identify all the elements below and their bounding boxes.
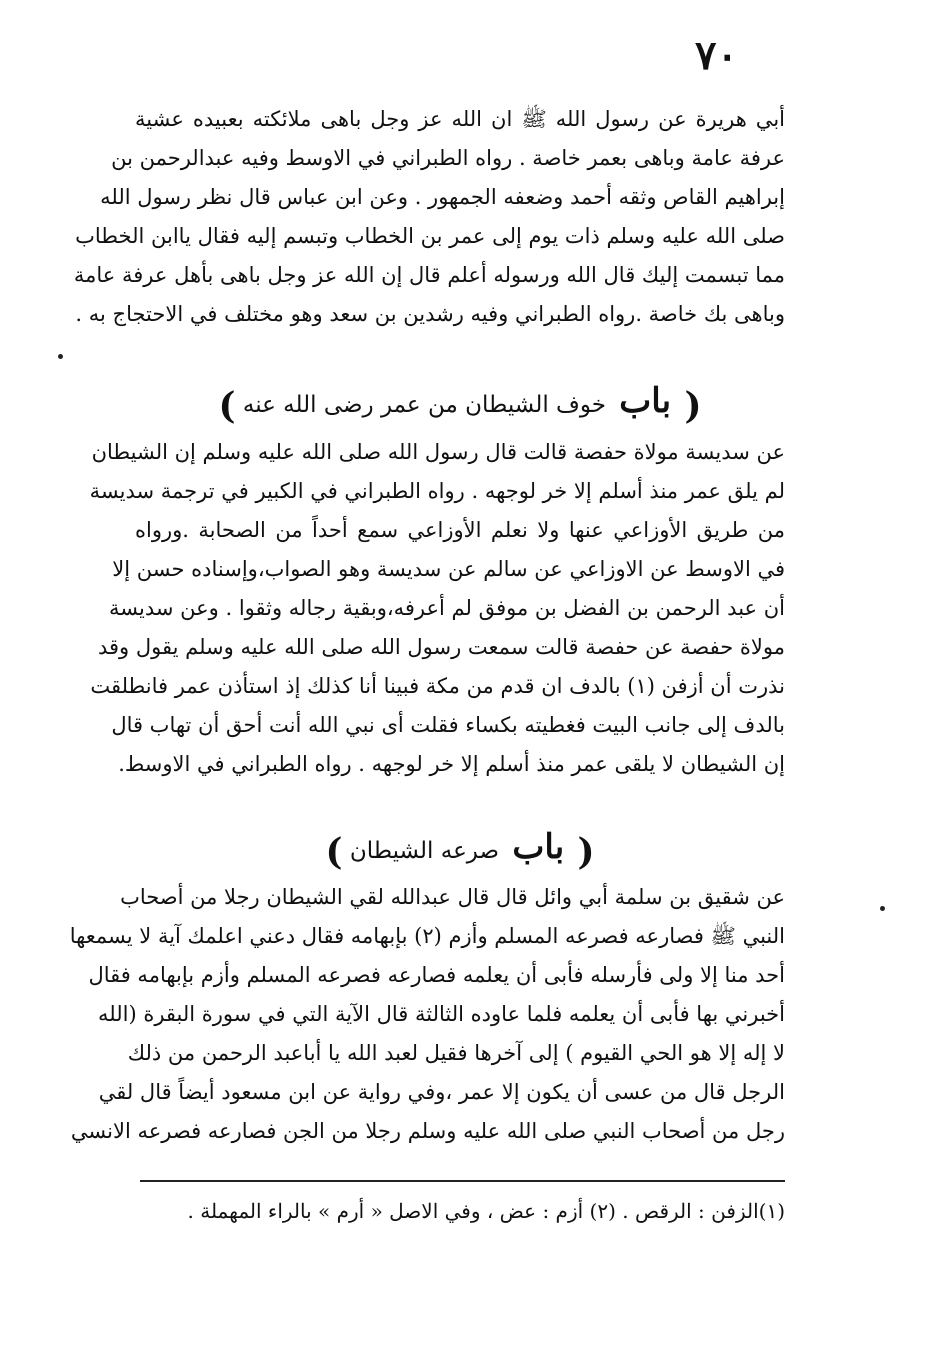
chapter-heading-2 bbox=[135, 822, 785, 872]
text-line: مما تبسمت إليك قال الله ورسوله أعلم قال إن الله عز وجل باهى بأهل عرفة عامة bbox=[73, 263, 785, 287]
text-line: في الاوسط عن الاوزاعي عن سالم عن سديسة وهو الصواب،وإسناده حسن إلا bbox=[112, 557, 785, 581]
text-line: بالدف إلى جانب البيت فغطيته بكساء فقلت أى نبي الله أنت أحق أن تهاب قال bbox=[111, 713, 785, 737]
text-line: رجل من أصحاب النبي صلى الله عليه وسلم رجلا من الجن فصارعه فصرعه الانسي bbox=[70, 1119, 785, 1143]
text-line: النبي ﷺ فصارعه فصرعه المسلم وأزم (٢) بإبهامه فقال دعني اعلمك آية لا يسمعها bbox=[69, 924, 785, 948]
chapter-heading-1 bbox=[135, 376, 785, 426]
footnote: (١)الزفن : الرقص . (٢) أزم : عض ، وفي الاصل « أرم » بالراء المهملة . bbox=[187, 1199, 785, 1223]
text-line: أحد منا إلا ولى فأرسله فأبى أن يعلمه فصارعه فصرعه المسلم وأزم بإبهامه فقال bbox=[88, 963, 785, 987]
text-line: عن سديسة مولاة حفصة قالت قال رسول الله صلى الله عليه وسلم إن الشيطان bbox=[91, 440, 785, 464]
heading-title: خوف الشيطان من عمر رضى الله عنه bbox=[242, 392, 606, 418]
text-line: لم يلق عمر منذ أسلم إلا خر لوجهه . رواه الطبراني في الكبير في ترجمة سديسة bbox=[89, 479, 785, 503]
margin-dot bbox=[880, 906, 885, 911]
text-line: مولاة حفصة عن حفصة قالت سمعت رسول الله صلى الله عليه وسلم يقول وقد bbox=[97, 635, 785, 659]
heading-bracket-close: ) bbox=[325, 831, 343, 873]
paragraph-2 bbox=[89, 433, 785, 784]
text-line: وباهى بك خاصة .رواه الطبراني وفيه رشدين بن سعد وهو مختلف في الاحتجاج به . bbox=[75, 302, 785, 326]
text-line: أن عبد الرحمن بن الفضل بن موفق لم أعرفه،وبقية رجاله وثقوا . وعن سديسة bbox=[109, 596, 785, 620]
heading-title: صرعه الشيطان bbox=[349, 838, 500, 864]
text-line: أبي هريرة عن رسول الله ﷺ ان الله عز وجل باهى ملائكته بعبيده عشية bbox=[135, 107, 785, 131]
text-line: إن الشيطان لا يلقى عمر منذ أسلم إلا خر لوجهه . رواه الطبراني في الاوسط. bbox=[118, 752, 785, 776]
heading-bab-word: باب bbox=[619, 381, 672, 421]
text-line: الرجل قال من عسى أن يكون إلا عمر ،وفي رواية عن ابن مسعود أيضاً قال لقي bbox=[98, 1080, 785, 1104]
heading-bab-word: باب bbox=[512, 827, 565, 867]
text-line: لا إله إلا هو الحي القيوم ) إلى آخرها فقيل لعبد الله يا أباعبد الرحمن من ذلك bbox=[127, 1041, 785, 1065]
text-line: أخبرني بها فأبى أن يعلمه فلما عاوده الثالثة قال الآية التي في سورة البقرة (الله bbox=[98, 1002, 785, 1026]
text-line: صلى الله عليه وسلم ذات يوم إلى عمر بن الخطاب وتبسم إليه فقال ياابن الخطاب bbox=[75, 224, 785, 248]
heading-bracket-open: ( bbox=[684, 385, 702, 427]
text-line: عرفة عامة وباهى بعمر خاصة . رواه الطبراني في الاوسط وفيه عبدالرحمن بن bbox=[111, 146, 785, 170]
text-line: إبراهيم القاص وثقه أحمد وضعفه الجمهور . وعن ابن عباس قال نظر رسول الله bbox=[100, 185, 785, 209]
heading-bracket-open: ( bbox=[577, 831, 595, 873]
heading-bracket-close: ) bbox=[218, 385, 236, 427]
paragraph-1 bbox=[73, 100, 785, 334]
text-line: عن شقيق بن سلمة أبي وائل قال قال عبدالله لقي الشيطان رجلا من أصحاب bbox=[120, 885, 785, 909]
text-line: من طريق الأوزاعي عنها ولا نعلم الأوزاعي سمع أحداً من الصحابة .ورواه bbox=[135, 518, 785, 542]
paragraph-3 bbox=[69, 878, 785, 1151]
margin-dot bbox=[58, 354, 63, 359]
page-number: ٧٠ bbox=[695, 32, 738, 79]
footnote-divider bbox=[140, 1180, 785, 1182]
text-line: نذرت أن أزفن (١) بالدف ان قدم من مكة فبينا أنا كذلك إذ استأذن عمر فانطلقت bbox=[90, 674, 785, 698]
